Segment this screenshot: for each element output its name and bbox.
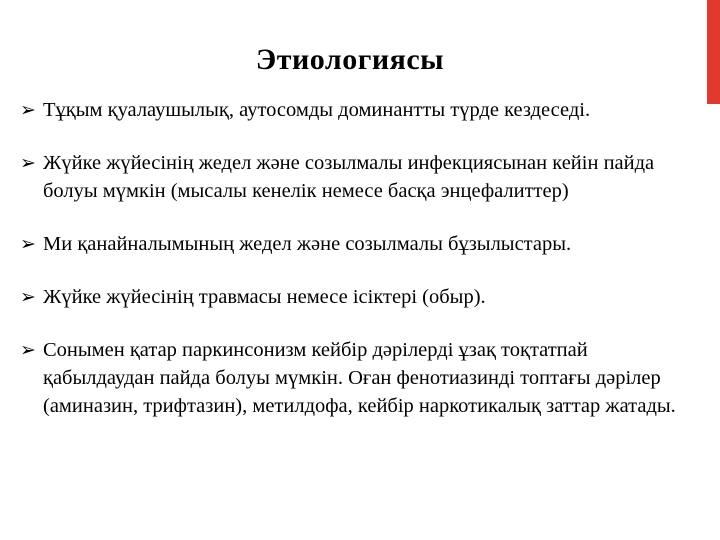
accent-bar bbox=[707, 0, 720, 104]
bullet-item bbox=[20, 336, 700, 420]
bullet-item bbox=[20, 283, 700, 311]
bullet-text: Тұқым қуалаушылық, аутосомды доминантты түрде кездеседі. bbox=[43, 99, 591, 121]
bullet-text: Жүйке жүйесінің жедел және созылмалы инфекциясынан кейін пайда болуы мүмкін (мысалы кенелік немесе басқа энцефалиттер) bbox=[43, 152, 655, 202]
bullet-list bbox=[20, 96, 700, 420]
slide-title: Этиологиясы bbox=[255, 43, 445, 77]
bullet-text: Сонымен қатар паркинсонизм кейбір дәрілерді ұзақ тоқтатпай қабылдаудан пайда болуы мүмкін. Оған фенотиазинді топтағы дәрілер (аминазин, трифтазин), метилдофа, кейбір наркотикалық заттар жатады. bbox=[43, 339, 676, 417]
arrow-bullet-icon: ➢ bbox=[20, 286, 36, 308]
arrow-bullet-icon: ➢ bbox=[20, 99, 36, 121]
arrow-bullet-icon: ➢ bbox=[20, 152, 36, 174]
arrow-bullet-icon: ➢ bbox=[20, 233, 36, 255]
bullet-item bbox=[20, 149, 700, 205]
bullet-item bbox=[20, 96, 700, 124]
arrow-bullet-icon: ➢ bbox=[20, 339, 36, 361]
bullet-item bbox=[20, 230, 700, 258]
bullet-text: Жүйке жүйесінің травмасы немесе ісіктері (обыр). bbox=[43, 286, 486, 308]
bullet-text: Ми қанайналымының жедел және созылмалы бұзылыстары. bbox=[43, 233, 572, 255]
